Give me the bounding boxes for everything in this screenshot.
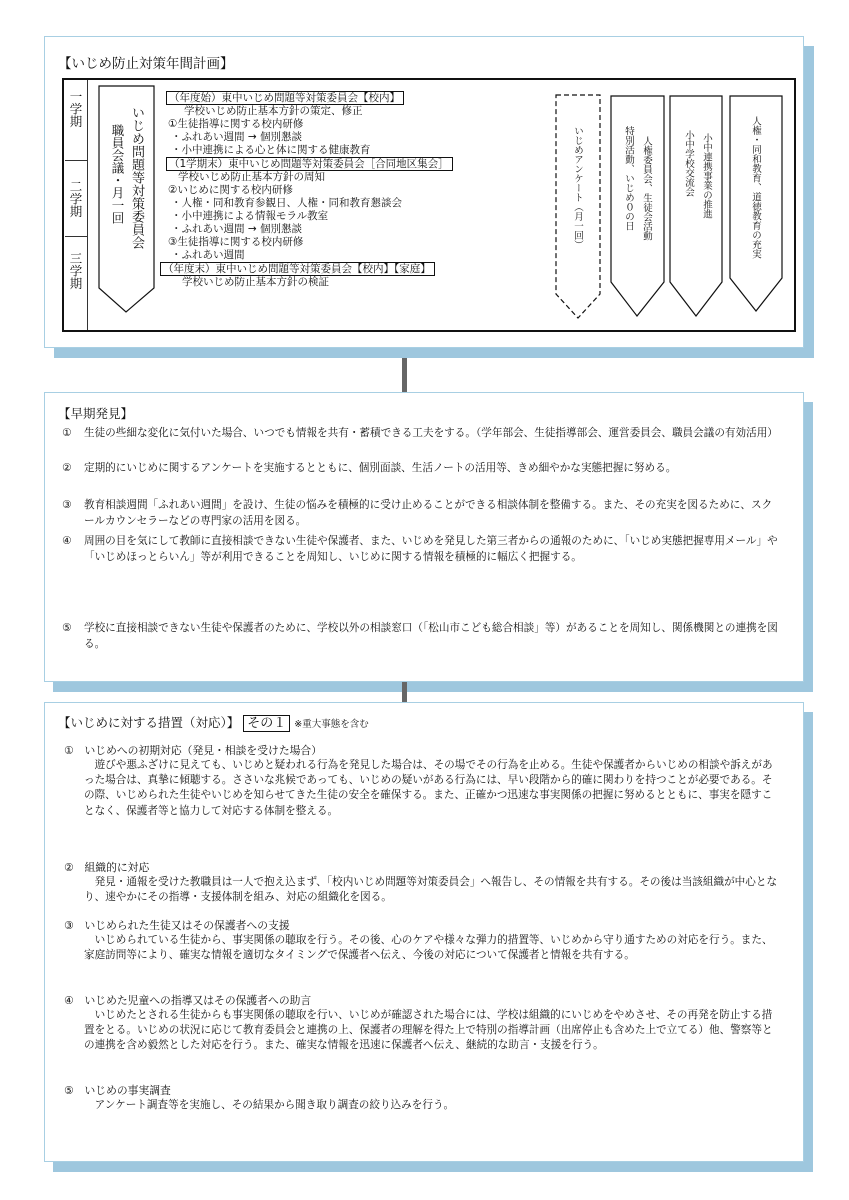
schedule-line: ・小中連携による情報モラル教室: [171, 210, 329, 222]
human-rights-label: 人権・同和教育、道徳教育の充実: [750, 116, 761, 259]
measures-badge: その１: [243, 715, 290, 732]
schedule-committee-end: （年度末）東中いじめ問題等対策委員会【校内】【家庭】: [160, 262, 435, 276]
committee-sub: 職員会議・月一回: [110, 124, 125, 224]
term-1: 一学期: [68, 90, 83, 128]
early-item: ③ 教育相談週間「ふれあい週間」を設け、生徒の悩みを積極的に受け止めることができる相談体制を整備する。また、その充実を図るために、スクールカウンセラーなどの専門家の活用を図る。: [62, 499, 773, 527]
liaison-arrow: [670, 96, 722, 316]
measures-title-row: [58, 712, 369, 731]
liaison-label-a: 小中連携事業の推進: [701, 133, 712, 219]
term-3: 三学期: [68, 252, 83, 290]
measures-note: ※重大事態を含む: [294, 719, 369, 730]
liaison-label-b: 小中学校交流会: [683, 130, 694, 197]
plan-title: 【いじめ防止対策年間計画】: [58, 56, 234, 72]
measure-item: ⑤ いじめの事実調査 アンケート調査等を実施し、その結果から聞き取り調査の絞り込みを行う。: [64, 1084, 455, 1111]
schedule-line: ・小中連携による心と体に関する健康教育: [171, 144, 371, 156]
connector-2: [402, 682, 407, 702]
measure-item: ② 組織的に対応 発見・通報を受けた教職員は一人で抱え込まず、「校内いじめ問題等対策委員会」へ報告し、その情報を共有する。その後は当該組織が中心となり、速やかにその指導・支援体制を組み、対応の組織化を図る。: [64, 861, 778, 904]
early-item: ② 定期的にいじめに関するアンケートを実施するとともに、個別面談、生活ノートの活用等、きめ細やかな実態把握に努める。: [62, 462, 677, 474]
schedule-line: [166, 92, 404, 104]
early-item: ① 生徒の些細な変化に気付いた場合、いつでも情報を共有・蓄積できる工夫をする。（学年部会、生徒指導部会、運営委員会、職員会議の有効活用）: [62, 427, 778, 439]
activity-arrow: [611, 96, 664, 316]
measure-item: ④ いじめた児童への指導又はその保護者への助言 いじめたとされる生徒からも事実関係の聴取を行い、いじめが確認された場合には、学校は組織的にいじめをやめさせ、その再発を防止する措置をとる。いじめの状況に応じて教育委員会と連携の上、保護者の理解を得た上で特別の指導計画（出席停止も含めた上で立てる）他、警察等との連携を含め毅然とした対応を行う。また、確実な情報を迅速に保護者へ伝え、継続的な助言・支援を行う。: [64, 994, 773, 1052]
schedule-line: ・人権・同和教育参観日、人権・同和教育懇談会: [171, 197, 402, 209]
schedule-committee-start: （年度始）東中いじめ問題等対策委員会【校内】: [166, 91, 404, 105]
schedule-line: 学校いじめ防止基本方針の検証: [182, 276, 329, 288]
committee-label: いじめ問題等対策委員会: [129, 106, 144, 249]
schedule-line: ②いじめに関する校内研修: [168, 184, 293, 196]
schedule-line: [160, 263, 435, 275]
survey-label: いじめアンケート（月一回）: [572, 126, 583, 250]
schedule-line: 学校いじめ防止基本方針の周知: [178, 171, 325, 183]
schedule-committee-mid: （1学期末）東中いじめ問題等対策委員会［合同地区集会］: [166, 157, 453, 171]
schedule-line: ③生徒指導に関する校内研修: [168, 236, 304, 248]
schedule-line: [166, 158, 453, 170]
early-item: ⑤ 学校に直接相談できない生徒や保護者のために、学校以外の相談窓口（「松山市こども総合相談」等）があることを周知し、関係機関との連携を図る。: [62, 622, 778, 650]
early-item: ④ 周囲の目を気にして教師に直接相談できない生徒や保護者、また、いじめを発見した第三者からの通報のために、「いじめ実態把握専用メール」や「いじめほっとらいん」等が利用できることを周知し、いじめに関する情報を積極的に幅広く把握する。: [62, 535, 778, 563]
schedule-line: ・ふれあい週間 → 個別懇談: [171, 223, 302, 235]
activity-label-b: 特別活動、いじめ０の日: [623, 126, 634, 231]
measure-item: ① いじめへの初期対応（発見・相談を受けた場合） 遊びや悪ふざけに見えても、いじめと疑われる行為を発見した場合は、その場でその行為を止める。生徒や保護者からいじめの相談や訴えがあった場合は、真摯に傾聴する。ささいな兆候であっても、いじめの疑いがある行為には、早い段階から的確に関わりを持つことが必要である。その際、いじめられた生徒やいじめを知らせてきた生徒の安全を確保する。また、正確かつ迅速な事実関係の把握に努めるとともに、事実を隠すことなく、保護者等と協力して対応する体制を整える。: [64, 744, 773, 817]
schedule-line: ・ふれあい週間 → 個別懇談: [171, 131, 302, 143]
schedule-line: 学校いじめ防止基本方針の策定、修正: [184, 105, 363, 117]
schedule-line: ①生徒指導に関する校内研修: [168, 118, 304, 130]
measure-item: ③ いじめられた生徒又はその保護者への支援 いじめられている生徒から、事実関係の聴取を行う。その後、心のケアや様々な弾力的措置等、いじめから守り通すための対応を行う。また、家庭訪問等により、確実な情報を適切なタイミングで保護者へ伝え、今後の対応について保護者と情報を共有する。: [64, 919, 773, 962]
committee-arrow: [99, 86, 154, 312]
measures-title: 【いじめに対する措置（対応）】: [58, 715, 240, 730]
connector-1: [402, 358, 407, 392]
activity-label-a: 人権委員会、生徒会活動: [641, 136, 652, 241]
term-2: 二学期: [68, 180, 83, 218]
schedule-line: ・ふれあい週間: [171, 249, 245, 261]
early-title: 【早期発見】: [58, 406, 134, 421]
